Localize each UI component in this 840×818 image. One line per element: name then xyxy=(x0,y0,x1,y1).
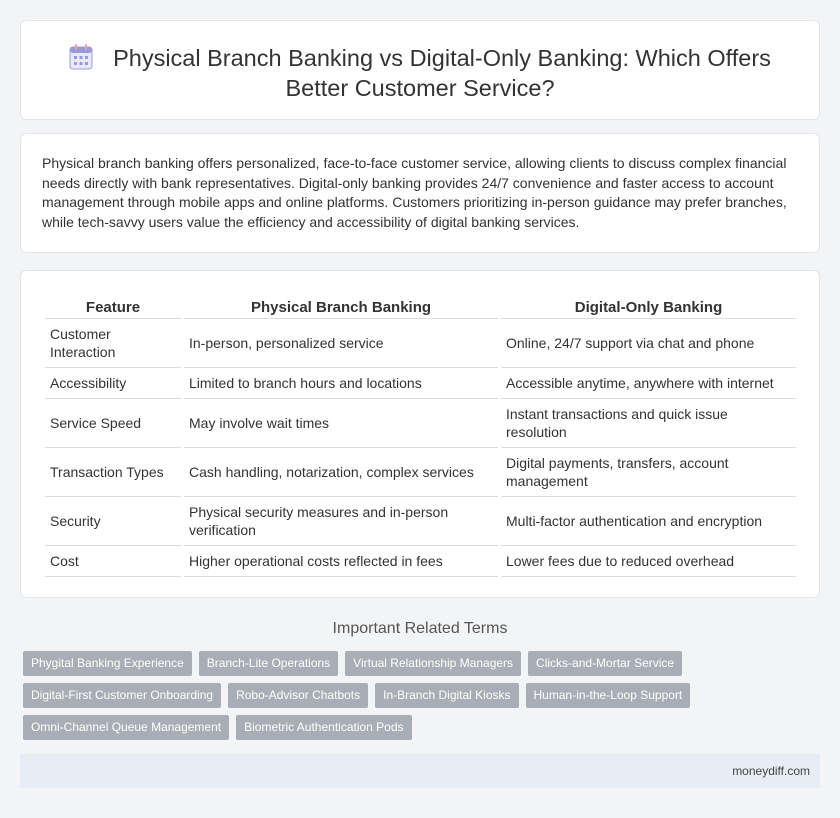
footer xyxy=(20,754,820,788)
table-cell-physical: Higher operational costs reflected in fees xyxy=(184,546,498,577)
table-cell-feature: Service Speed xyxy=(45,399,181,448)
table-cell-physical: Physical security measures and in-person verification xyxy=(184,497,498,546)
table-cell-physical: Cash handling, notarization, complex services xyxy=(184,448,498,497)
table-cell-physical: May involve wait times xyxy=(184,399,498,448)
table-cell-digital: Online, 24/7 support via chat and phone xyxy=(501,319,796,368)
table-cell-physical: In-person, personalized service xyxy=(184,319,498,368)
page-title xyxy=(61,43,779,103)
header-physical: Physical Branch Banking xyxy=(184,293,498,319)
calendar-icon xyxy=(69,44,93,70)
header-digital: Digital-Only Banking xyxy=(501,293,796,319)
related-tag[interactable]: Virtual Relationship Managers xyxy=(345,651,521,676)
table-row xyxy=(45,399,796,448)
related-tag[interactable]: Branch-Lite Operations xyxy=(199,651,338,676)
footer-site[interactable]: moneydiff.com xyxy=(732,764,810,778)
table-cell-digital: Digital payments, transfers, account management xyxy=(501,448,796,497)
table-cell-digital: Lower fees due to reduced overhead xyxy=(501,546,796,577)
table-header-row xyxy=(45,293,796,319)
tag-row xyxy=(23,683,803,708)
related-tag[interactable]: Omni-Channel Queue Management xyxy=(23,715,229,740)
table-row xyxy=(45,497,796,546)
related-terms-tags xyxy=(23,651,803,747)
table-cell-physical: Limited to branch hours and locations xyxy=(184,368,498,399)
table-cell-feature: Accessibility xyxy=(45,368,181,399)
intro-paragraph: Physical branch banking offers personalized, face-to-face customer service, allowing clients to discuss complex financial needs directly with bank representatives. Digital-only banking provides 24/7 convenience and faster access to account management through mobile apps and online platforms. Customers prioritizing in-person guidance may prefer branches, while tech-savvy users value the efficiency and accessibility of digital banking services. xyxy=(42,155,787,230)
tag-row xyxy=(23,651,803,676)
related-tag[interactable]: Human-in-the-Loop Support xyxy=(526,683,691,708)
table-cell-feature: Security xyxy=(45,497,181,546)
page-title-text: Physical Branch Banking vs Digital-Only Banking: Which Offers Better Customer Service? xyxy=(113,45,771,101)
table-cell-feature: Customer Interaction xyxy=(45,319,181,368)
tag-row xyxy=(23,715,803,740)
related-tag[interactable]: Robo-Advisor Chatbots xyxy=(228,683,368,708)
table-row xyxy=(45,546,796,577)
related-tag[interactable]: Biometric Authentication Pods xyxy=(236,715,411,740)
related-terms-title: Important Related Terms xyxy=(332,620,508,637)
table-cell-feature: Transaction Types xyxy=(45,448,181,497)
header-feature: Feature xyxy=(45,293,181,319)
table-cell-digital: Multi-factor authentication and encryption xyxy=(501,497,796,546)
related-tag[interactable]: In-Branch Digital Kiosks xyxy=(375,683,518,708)
table-cell-digital: Instant transactions and quick issue resolution xyxy=(501,399,796,448)
intro-card xyxy=(20,133,820,253)
title-wrap xyxy=(61,43,779,103)
comparison-card xyxy=(20,270,820,598)
table-cell-feature: Cost xyxy=(45,546,181,577)
comparison-table xyxy=(42,293,799,577)
related-tag[interactable]: Digital-First Customer Onboarding xyxy=(23,683,221,708)
table-cell-digital: Accessible anytime, anywhere with internet xyxy=(501,368,796,399)
related-tag[interactable]: Phygital Banking Experience xyxy=(23,651,192,676)
header-card xyxy=(20,20,820,120)
table-row xyxy=(45,319,796,368)
related-tag[interactable]: Clicks-and-Mortar Service xyxy=(528,651,682,676)
table-row xyxy=(45,448,796,497)
table-row xyxy=(45,368,796,399)
